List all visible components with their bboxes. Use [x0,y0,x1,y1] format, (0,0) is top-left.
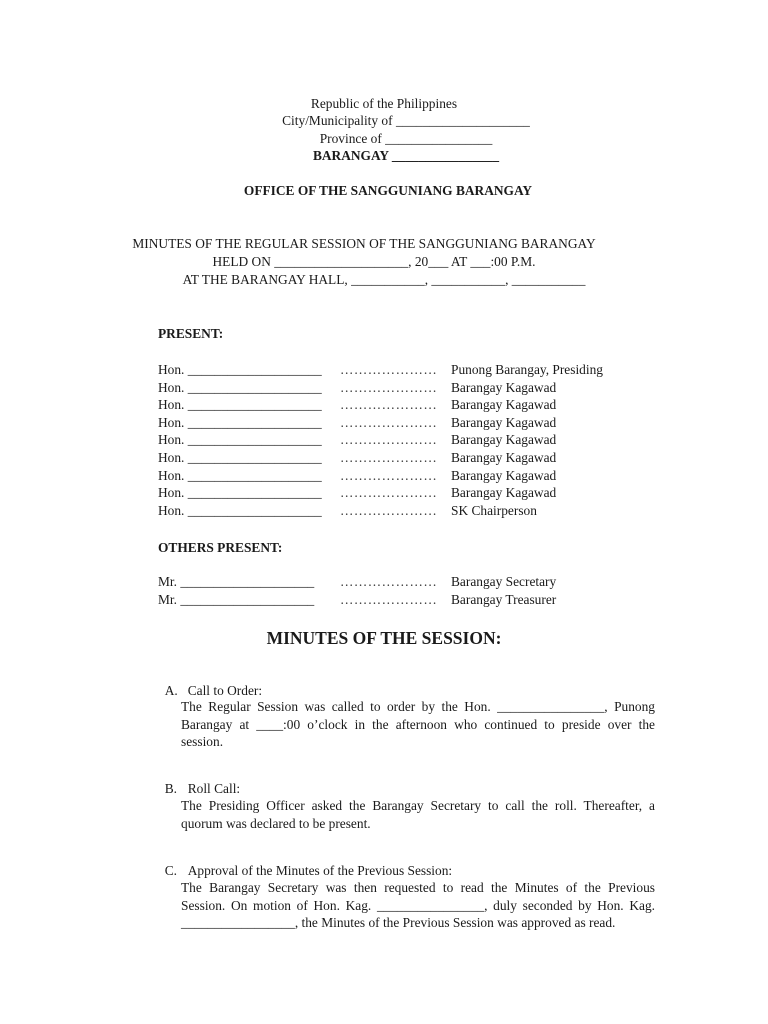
item-letter: A. [164,683,178,698]
paragraph-line: _________________, the Minutes of the Previous Session was approved as read. [181,915,616,930]
minutes-session-heading: MINUTES OF THE SESSION: [266,628,502,648]
minutes-title-line2: HELD ON ____________________, 20___ AT ___:00 P.M. [212,254,536,269]
name-blank: Hon. ____________________ [158,362,322,377]
item-title: Roll Call: [187,781,241,796]
minutes-title-line1: MINUTES OF THE REGULAR SESSION OF THE SANGGUNIANG BARANGAY [132,236,596,251]
leader-dots: ………………… [340,379,438,395]
paragraph-line: session. [181,734,224,749]
city-line: City/Municipality of ____________________ [282,113,530,128]
item-letter: B. [164,781,177,796]
name-blank: Mr. ____________________ [158,592,315,607]
position-title: Barangay Treasurer [451,592,557,607]
position-title: Barangay Kagawad [451,485,557,501]
province-line: Province of ________________ [319,131,493,146]
leader-dots: ………………… [340,467,438,483]
barangay-line: BARANGAY ________________ [312,148,500,163]
position-title: Barangay Kagawad [451,379,557,395]
present-row [158,362,628,379]
leader-dots: ………………… [340,432,438,448]
leader-dots: ………………… [340,397,438,413]
position-title: SK Chairperson [451,502,537,518]
present-row [158,432,628,449]
position-title: Barangay Kagawad [451,467,557,483]
item-b-heading [158,765,240,797]
name-blank: Hon. ____________________ [158,397,322,413]
paragraph-line: quorum was declared to be present. [181,815,371,831]
name-blank: Hon. ____________________ [158,485,322,501]
position-title: Barangay Kagawad [451,397,557,413]
item-a-paragraph [181,698,655,751]
republic-line: Republic of the Philippines [310,96,458,111]
name-blank: Hon. ____________________ [158,414,322,430]
position-title: Barangay Kagawad [451,450,557,465]
others-present-row [158,574,628,591]
paragraph-line: The Barangay Secretary was then requested to read the Minutes of the Previous [181,880,655,895]
item-letter: C. [164,863,177,878]
position-title: Barangay Secretary [451,574,557,589]
name-blank: Hon. ____________________ [158,450,322,465]
name-blank: Mr. ____________________ [158,574,315,589]
name-blank: Hon. ____________________ [158,502,322,518]
minutes-title-line3: AT THE BARANGAY HALL, ___________, ___________, ___________ [182,272,586,287]
present-row [158,485,628,502]
name-blank: Hon. ____________________ [158,432,322,448]
name-blank: Hon. ____________________ [158,379,322,395]
item-b-paragraph [181,797,655,832]
others-present-row [158,592,628,609]
present-row [158,415,628,432]
paragraph-line: Session. On motion of Hon. Kag. ________________, duly seconded by Hon. Kag. [181,897,655,913]
leader-dots: ………………… [340,485,438,501]
present-row [158,397,628,414]
position-title: Barangay Kagawad [451,414,557,430]
leader-dots: ………………… [340,450,438,465]
present-label: PRESENT: [158,326,224,341]
item-title: Call to Order: [187,683,263,698]
item-c-paragraph [181,879,655,932]
leader-dots: ………………… [340,574,438,589]
office-title: OFFICE OF THE SANGGUNIANG BARANGAY [243,183,533,198]
leader-dots: ………………… [340,362,438,377]
paragraph-line: Barangay at ____:00 o’clock in the afternoon who continued to preside over the [181,716,655,732]
leader-dots: ………………… [340,414,438,430]
item-c-heading [158,847,452,879]
leader-dots: ………………… [340,502,438,518]
others-present-label: OTHERS PRESENT: [158,540,283,555]
present-row [158,503,628,520]
position-title: Punong Barangay, Presiding [451,362,603,377]
paragraph-line: The Regular Session was called to order by the Hon. ________________, Punong [181,699,655,714]
present-row [158,380,628,397]
item-title: Approval of the Minutes of the Previous Session: [187,863,453,878]
position-title: Barangay Kagawad [451,432,557,448]
leader-dots: ………………… [340,592,438,607]
item-a-heading [158,667,262,699]
present-row [158,468,628,485]
name-blank: Hon. ____________________ [158,467,322,483]
present-row [158,450,628,467]
paragraph-line: The Presiding Officer asked the Barangay Secretary to call the roll. Thereafter, a [181,798,655,813]
